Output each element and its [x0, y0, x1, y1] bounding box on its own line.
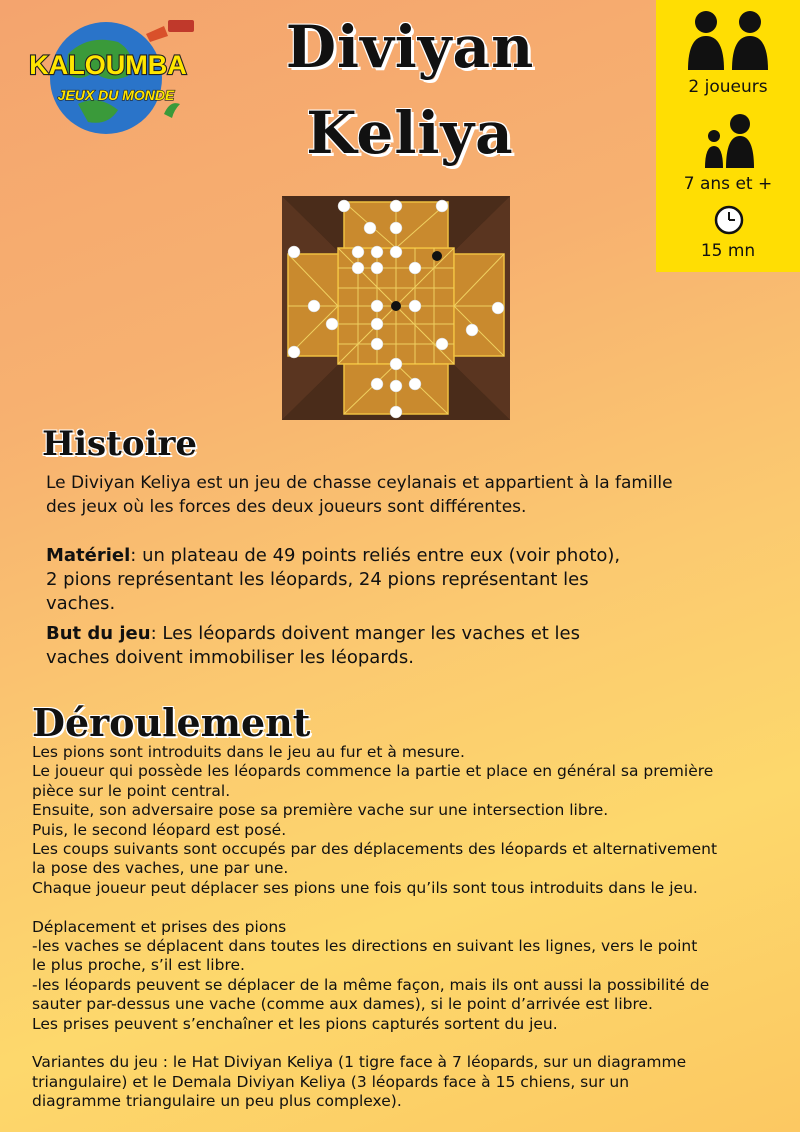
deroulement-line: pièce sur le point central.	[32, 781, 231, 800]
histoire-heading: Histoire	[42, 424, 198, 464]
materiel-line-2: 2 pions représentant les léopards, 24 pions représentant les	[46, 569, 589, 590]
but-label: But du jeu	[46, 623, 151, 644]
logo-brand: KALOUMBA	[29, 50, 187, 80]
deroulement-line: le plus proche, s’il est libre.	[32, 956, 245, 975]
materiel-text-1: : un plateau de 49 points reliés entre eux (voir photo),	[130, 545, 621, 566]
age-range: 7 ans et +	[683, 174, 773, 194]
deroulement-line: Ensuite, son adversaire pose sa première vache sur une intersection libre.	[32, 801, 609, 820]
histoire-intro-line-1: Le Diviyan Keliya est un jeu de chasse ceylanais et appartient à la famille	[46, 473, 673, 493]
deroulement-line: sauter par-dessus une vache (comme aux dames), si le point d’arrivée est libre.	[32, 995, 653, 1014]
deroulement-line: -les léopards peuvent se déplacer de la même façon, mais ils ont aussi la possibilité de	[32, 975, 710, 994]
but-line-2: vaches doivent immobiliser les léopards.	[46, 647, 414, 668]
deroulement-line: Le joueur qui possède les léopards commence la partie et place en général sa première	[32, 762, 714, 781]
deroulement-line: Puis, le second léopard est posé.	[32, 820, 287, 839]
but-text-1: : Les léopards doivent manger les vaches et les	[150, 623, 580, 644]
clock-icon	[714, 205, 744, 235]
logo-tagline: JEUX DU MONDE	[57, 87, 175, 103]
deroulement-line: Déplacement et prises des pions	[32, 917, 287, 936]
title-line-2: Keliya	[306, 99, 514, 167]
deroulement-line: Variantes du jeu : le Hat Diviyan Keliya (1 tigre face à 7 léopards, sur un diagramme	[32, 1053, 687, 1072]
game-info-box	[656, 0, 800, 272]
deroulement-line: triangulaire) et le Demala Diviyan Keliya (3 léopards face à 15 chiens, sur un	[32, 1072, 630, 1091]
title-line-1: Diviyan	[285, 13, 535, 81]
materiel-line-1	[46, 544, 620, 567]
game-duration: 15 mn	[700, 241, 756, 261]
but-line-1	[46, 622, 580, 645]
deroulement-line: Les prises peuvent s’enchaîner et les pions capturés sortent du jeu.	[32, 1014, 558, 1033]
players-count: 2 joueurs	[688, 77, 768, 97]
kaloumba-logo	[8, 14, 208, 134]
deroulement-line: Les coups suivants sont occupés par des déplacements des léopards et alternativement	[32, 840, 718, 858]
two-players-icon	[686, 10, 770, 74]
deroulement-line: diagramme triangulaire un peu plus complexe).	[32, 1092, 402, 1111]
histoire-intro-line-2: des jeux où les forces des deux joueurs sont différentes.	[46, 497, 527, 517]
materiel-line-3: vaches.	[46, 593, 116, 614]
deroulement-line: la pose des vaches, une par une.	[32, 859, 289, 878]
deroulement-line: -les vaches se déplacent dans toutes les directions en suivant les lignes, vers le point	[32, 937, 698, 955]
game-board-photo	[282, 196, 510, 420]
deroulement-heading: Déroulement	[32, 700, 311, 745]
age-icon	[704, 114, 756, 170]
deroulement-line: Chaque joueur peut déplacer ses pions une fois qu’ils sont tous introduits dans le jeu.	[32, 878, 698, 897]
deroulement-line: Les pions sont introduits dans le jeu au fur et à mesure.	[32, 743, 465, 761]
materiel-label: Matériel	[46, 545, 131, 566]
